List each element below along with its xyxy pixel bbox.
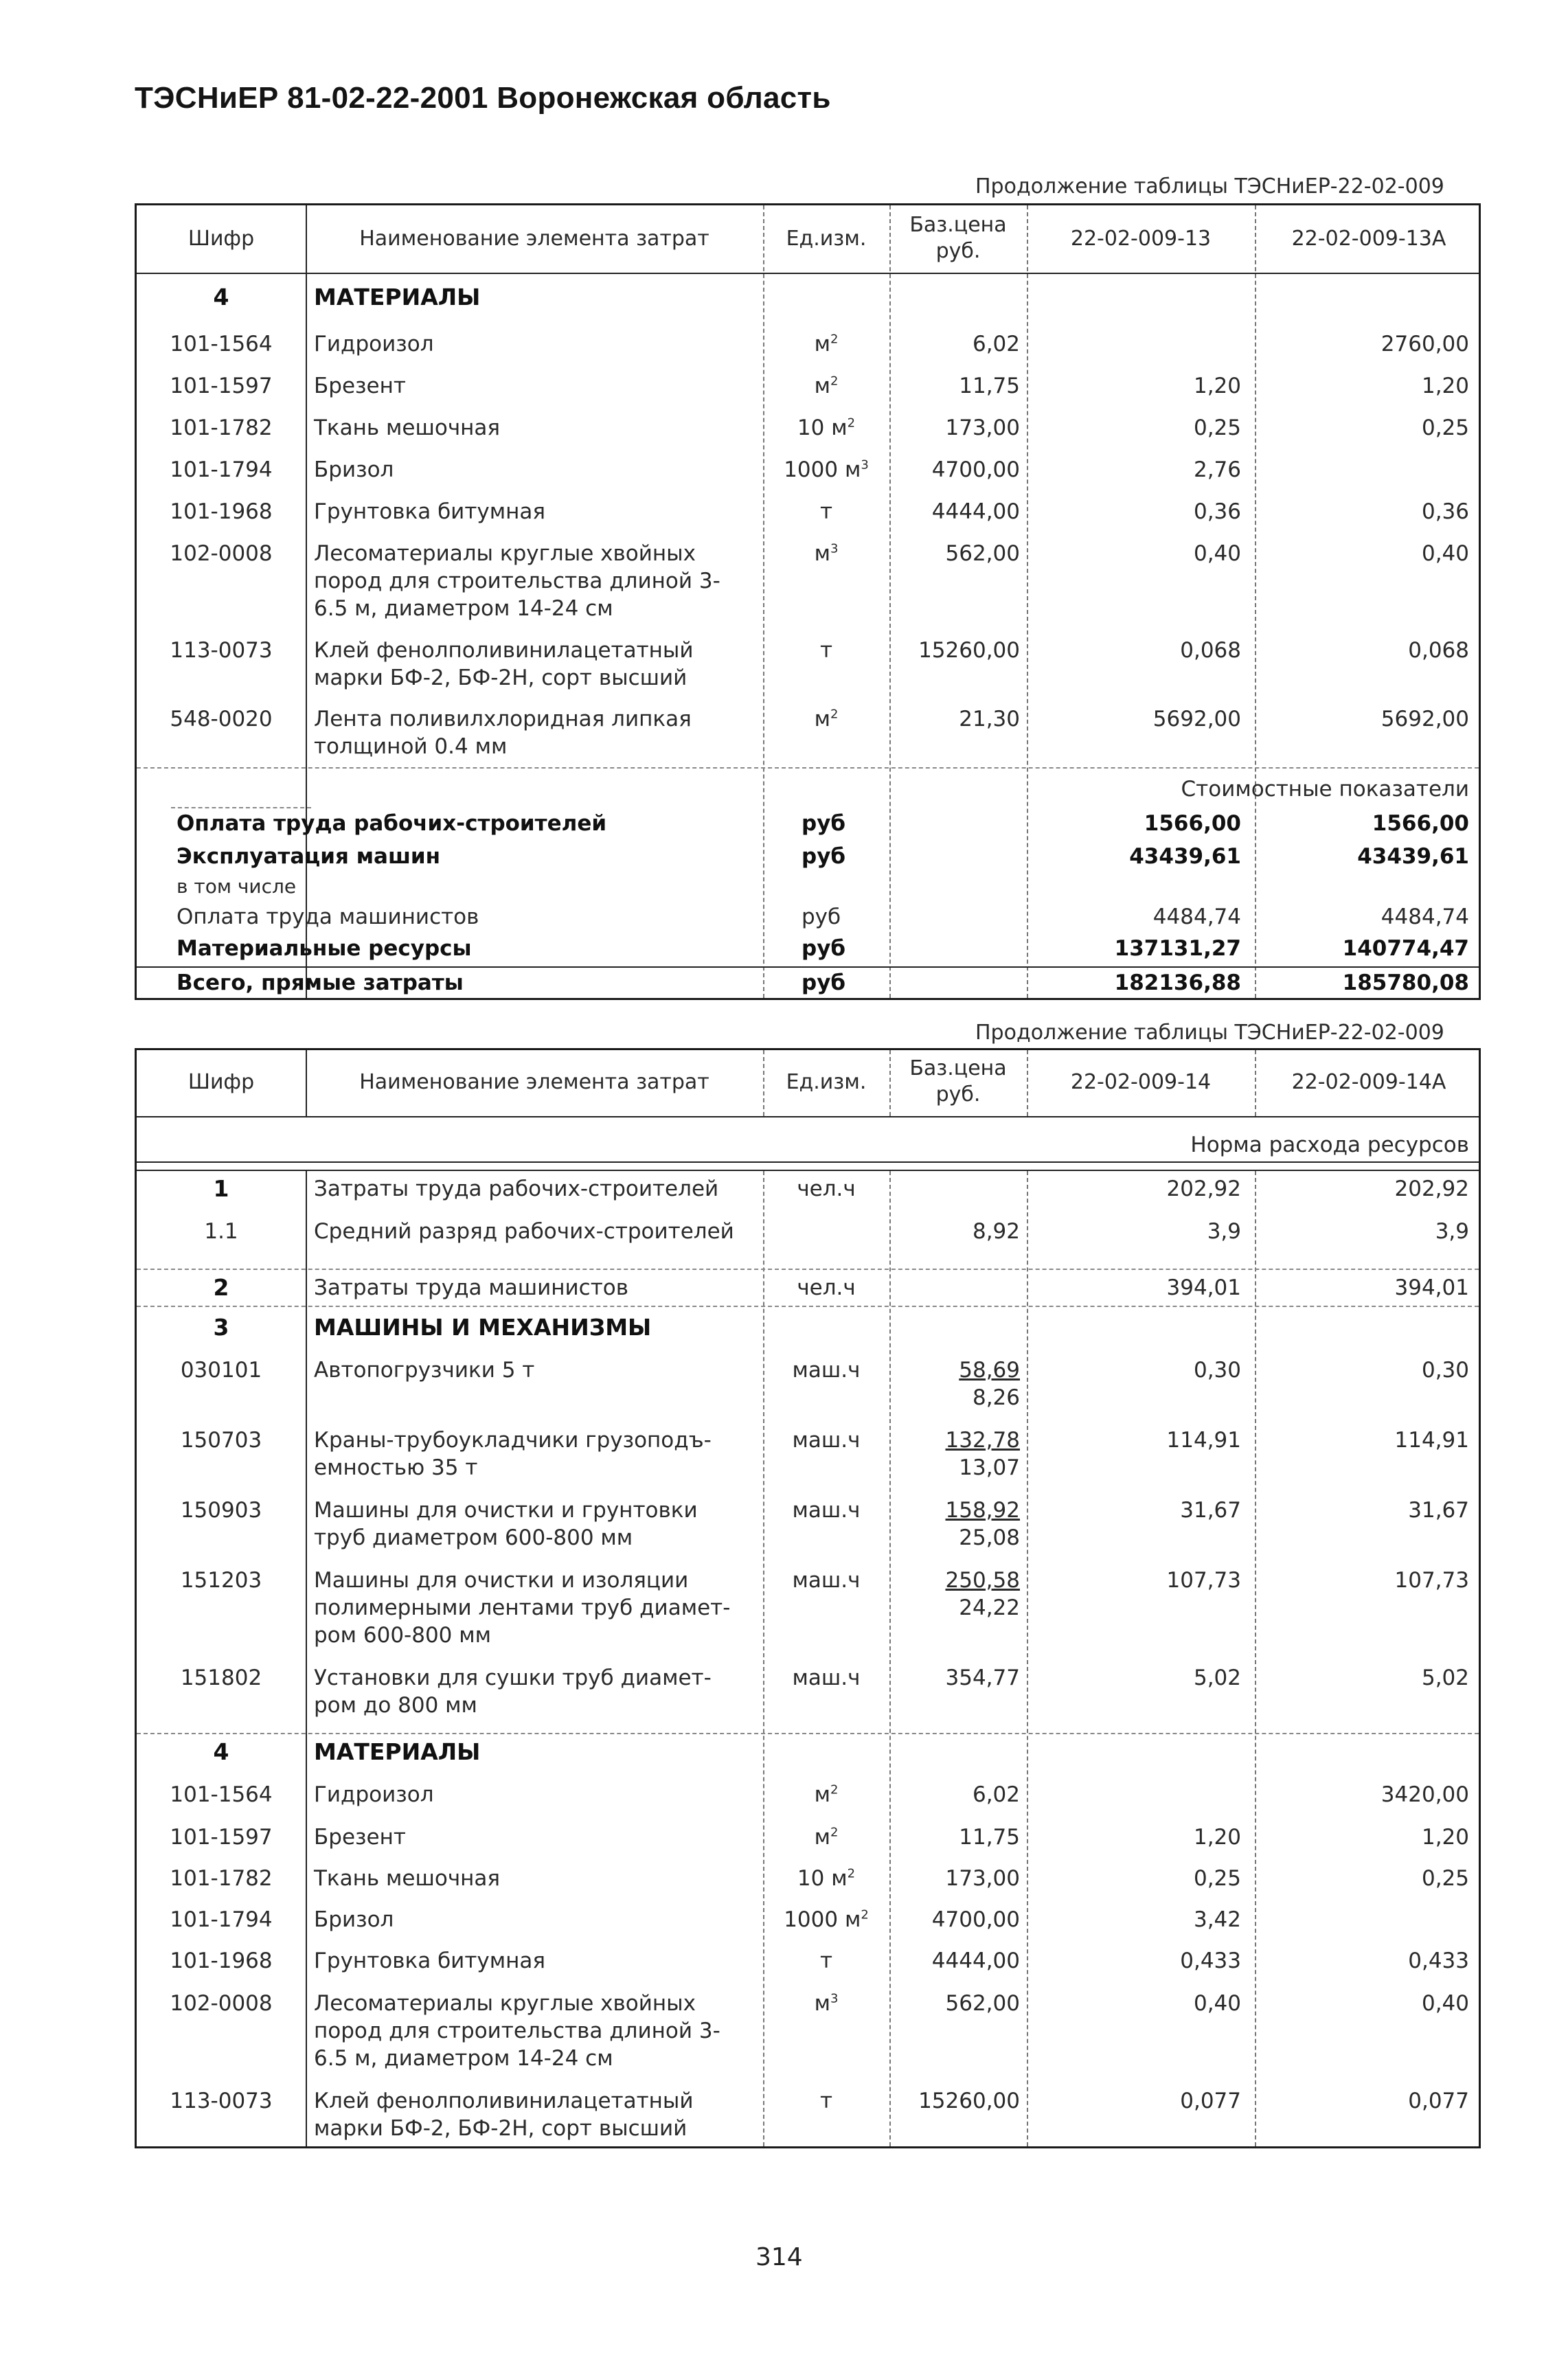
header-unit: Ед.изм.	[786, 227, 867, 251]
machine-price-wages: 24,22	[959, 1596, 1020, 1620]
labor-value-b: 394,01	[1394, 1275, 1469, 1300]
machine-price-wages: 8,26	[972, 1385, 1020, 1410]
divider	[763, 205, 764, 998]
row-unit: $м^3$	[814, 541, 839, 566]
row-code: 101-1968	[170, 1949, 273, 1973]
table2	[135, 1048, 1481, 2148]
header-name: Наименование элемента затрат	[359, 227, 709, 251]
row-name: Бризол	[314, 1907, 394, 1932]
row-name: Бризол	[314, 457, 394, 482]
divider	[137, 966, 1479, 968]
divider	[889, 205, 891, 998]
header-unit: Ед.изм.	[786, 1070, 867, 1094]
labor-value-a: 3,9	[1207, 1219, 1241, 1244]
header-col-a: 22-02-009-14	[1070, 1070, 1212, 1094]
cost-row-value-a: 1566,00	[1144, 811, 1241, 836]
machine-unit: маш.ч	[792, 1568, 861, 1593]
row-value-a: 0,433	[1180, 1949, 1241, 1973]
machine-price: 132,78	[945, 1428, 1020, 1453]
cost-row-unit: руб	[802, 811, 846, 836]
row-code: 101-1597	[170, 374, 273, 398]
divider	[306, 1171, 307, 2146]
row-price: 4700,00	[931, 457, 1020, 482]
machine-name: Краны-трубоукладчики грузоподъ- емностью 35 т	[314, 1428, 712, 1480]
labor-code: 1.1	[204, 1219, 238, 1244]
cost-row-value-a: 43439,61	[1129, 844, 1241, 869]
row-unit: 1000 $м^3$	[784, 457, 869, 482]
cost-row-unit: руб	[802, 936, 846, 961]
row-unit: $м^2$	[814, 1782, 839, 1807]
machine-value-b: 5,02	[1421, 1666, 1469, 1690]
table1	[135, 203, 1481, 1000]
row-code: 113-0073	[170, 638, 273, 663]
machine-name: Автопогрузчики 5 т	[314, 1358, 535, 1383]
row-code: 101-1564	[170, 332, 273, 356]
row-value-b: 5692,00	[1380, 707, 1469, 731]
header-col-b: 22-02-009-13А	[1291, 227, 1446, 251]
row-code: 101-1597	[170, 1825, 273, 1850]
cost-row-value-a: 137131,27	[1114, 936, 1241, 961]
row-unit: т	[819, 638, 833, 663]
machine-name: Машины для очистки и изоляции полимерными лентами труб диамет- ром 600-800 мм	[314, 1568, 731, 1648]
row-unit: $м^2$	[814, 332, 839, 356]
cost-row-value-b: 185780,08	[1342, 970, 1469, 995]
row-unit: 1000 $м^2$	[784, 1907, 869, 1932]
row-value-a: 0,40	[1193, 541, 1241, 566]
section-number: 3	[213, 1314, 229, 1341]
table1-continuation-label: Продолжение таблицы ТЭСНиЕР-22-02-009	[975, 174, 1444, 198]
cost-row-value-a: 182136,88	[1114, 970, 1241, 995]
row-price: 173,00	[945, 416, 1020, 440]
cost-row-unit: руб	[802, 844, 846, 869]
row-price: 21,30	[959, 707, 1020, 731]
cost-row-value-a: 4484,74	[1152, 905, 1241, 929]
row-value-b: 0,25	[1421, 1866, 1469, 1891]
labor-value-a: 394,01	[1166, 1275, 1241, 1300]
row-unit: $м^3$	[814, 1991, 839, 2016]
header-code: Шифр	[188, 1070, 255, 1094]
row-unit: 10 $м^2$	[797, 1866, 856, 1891]
row-name: Ткань мешочная	[314, 416, 501, 440]
header-price: Баз.цена руб.	[909, 213, 1007, 263]
row-price: 6,02	[972, 332, 1020, 356]
row-unit: т	[819, 499, 833, 524]
section-number: 4	[213, 1738, 229, 1765]
machine-value-a: 0,30	[1193, 1358, 1241, 1383]
divider	[137, 767, 1479, 769]
row-price: 4444,00	[931, 499, 1020, 524]
header-rule	[137, 1116, 1479, 1117]
divider	[171, 807, 311, 808]
row-name: Гидроизол	[314, 332, 434, 356]
row-value-b: 0,433	[1408, 1949, 1469, 1973]
cost-row-name: Оплата труда рабочих-строителей	[177, 811, 607, 836]
row-price: 173,00	[945, 1866, 1020, 1891]
divider	[1255, 205, 1256, 998]
machine-name: Машины для очистки и грунтовки труб диаметром 600-800 мм	[314, 1498, 698, 1550]
cost-row-name: в том числе	[177, 875, 297, 898]
cost-row-value-b: 1566,00	[1372, 811, 1469, 836]
section-title: МАТЕРИАЛЫ	[314, 284, 481, 310]
divider	[137, 1170, 1479, 1171]
machine-value-a: 31,67	[1180, 1498, 1241, 1523]
section-title: МАШИНЫ И МЕХАНИЗМЫ	[314, 1314, 652, 1341]
row-name: Брезент	[314, 1825, 406, 1850]
row-name: Лента поливилхлоридная липкая толщиной 0.4 мм	[314, 707, 692, 759]
row-price: 15260,00	[918, 2089, 1020, 2113]
row-code: 102-0008	[170, 541, 273, 566]
machine-value-a: 114,91	[1166, 1428, 1241, 1453]
cost-row-name: Эксплуатация машин	[177, 844, 441, 869]
machine-code: 151203	[180, 1568, 262, 1593]
row-name: Грунтовка битумная	[314, 1949, 546, 1973]
cost-row-value-b: 140774,47	[1342, 936, 1469, 961]
labor-name: Средний разряд рабочих-строителей	[314, 1219, 734, 1244]
machine-code: 150703	[180, 1428, 262, 1453]
row-value-a: 0,40	[1193, 1991, 1241, 2016]
row-price: 15260,00	[918, 638, 1020, 663]
row-value-b: 0,36	[1421, 499, 1469, 524]
row-price: 4444,00	[931, 1949, 1020, 1973]
row-value-b: 1,20	[1421, 1825, 1469, 1850]
divider	[306, 205, 307, 998]
machine-price: 250,58	[945, 1568, 1020, 1593]
row-value-b: 0,40	[1421, 541, 1469, 566]
row-value-a: 1,20	[1193, 374, 1241, 398]
row-unit: т	[819, 2089, 833, 2113]
row-code: 101-1782	[170, 1866, 273, 1891]
row-value-a: 0,068	[1180, 638, 1241, 663]
row-unit: $м^2$	[814, 1825, 839, 1850]
machine-price-wages: 13,07	[959, 1455, 1020, 1480]
row-name: Лесоматериалы круглые хвойных пород для строительства длиной 3- 6.5 м, диаметром 14-24 см	[314, 541, 720, 621]
cost-row-value-b: 43439,61	[1357, 844, 1469, 869]
machine-code: 151802	[180, 1666, 262, 1690]
row-value-b: 3420,00	[1380, 1782, 1469, 1807]
row-name: Брезент	[314, 374, 406, 398]
machine-unit: маш.ч	[792, 1666, 861, 1690]
header-col-a: 22-02-009-13	[1070, 227, 1212, 251]
row-code: 101-1794	[170, 1907, 273, 1932]
row-value-a: 0,077	[1180, 2089, 1241, 2113]
row-name: Клей фенолполивинилацетатный марки БФ-2, БФ-2Н, сорт высший	[314, 638, 694, 690]
row-code: 101-1794	[170, 457, 273, 482]
machine-unit: маш.ч	[792, 1498, 861, 1523]
row-value-b: 1,20	[1421, 374, 1469, 398]
cost-section-header: Стоимостные показатели	[1181, 777, 1469, 802]
header-name: Наименование элемента затрат	[359, 1070, 709, 1094]
labor-name: Затраты труда рабочих-строителей	[314, 1177, 719, 1201]
page-number: 314	[755, 2243, 803, 2271]
row-name: Грунтовка битумная	[314, 499, 546, 524]
machine-value-a: 107,73	[1166, 1568, 1241, 1593]
machine-price: 158,92	[945, 1498, 1020, 1523]
row-price: 11,75	[959, 374, 1020, 398]
row-code: 101-1968	[170, 499, 273, 524]
labor-value-b: 3,9	[1435, 1219, 1469, 1244]
row-value-a: 0,25	[1193, 416, 1241, 440]
machine-unit: маш.ч	[792, 1358, 861, 1383]
row-code: 113-0073	[170, 2089, 273, 2113]
table2-continuation-label: Продолжение таблицы ТЭСНиЕР-22-02-009	[975, 1021, 1444, 1045]
divider	[1027, 205, 1028, 998]
row-code: 101-1782	[170, 416, 273, 440]
header-col-b: 22-02-009-14А	[1291, 1070, 1446, 1094]
cost-row-name: Материальные ресурсы	[177, 936, 472, 961]
row-code: 101-1564	[170, 1782, 273, 1807]
section-number: 4	[213, 284, 229, 310]
machine-code: 030101	[180, 1358, 262, 1383]
row-value-a: 1,20	[1193, 1825, 1241, 1850]
labor-unit: чел.ч	[797, 1177, 856, 1201]
labor-code: 1	[213, 1175, 229, 1202]
labor-unit: чел.ч	[797, 1275, 856, 1300]
labor-price: 8,92	[972, 1219, 1020, 1244]
row-value-a: 3,42	[1193, 1907, 1241, 1932]
row-value-b: 0,40	[1421, 1991, 1469, 2016]
row-value-a: 0,25	[1193, 1866, 1241, 1891]
machine-value-b: 0,30	[1421, 1358, 1469, 1383]
row-price: 4700,00	[931, 1907, 1020, 1932]
row-name: Лесоматериалы круглые хвойных пород для строительства длиной 3- 6.5 м, диаметром 14-24 см	[314, 1991, 720, 2071]
row-value-b: 2760,00	[1380, 332, 1469, 356]
row-name: Гидроизол	[314, 1782, 434, 1807]
divider	[137, 1306, 1479, 1307]
cost-row-unit: руб	[802, 905, 841, 929]
divider	[137, 1733, 1479, 1734]
row-unit: $м^2$	[814, 707, 839, 731]
labor-code: 2	[213, 1274, 229, 1301]
row-value-b: 0,068	[1408, 638, 1469, 663]
row-price: 6,02	[972, 1782, 1020, 1807]
cost-row-value-b: 4484,74	[1380, 905, 1469, 929]
document-title: ТЭСНиЕР 81-02-22-2001 Воронежская область	[135, 81, 831, 115]
machine-price: 354,77	[945, 1666, 1020, 1690]
row-code: 102-0008	[170, 1991, 273, 2016]
row-name: Клей фенолполивинилацетатный марки БФ-2, БФ-2Н, сорт высший	[314, 2089, 694, 2141]
machine-price: 58,69	[959, 1358, 1020, 1383]
cost-row-name: Оплата труда машинистов	[177, 905, 479, 929]
row-unit: 10 $м^2$	[797, 416, 856, 440]
machine-code: 150903	[180, 1498, 262, 1523]
header-rule	[137, 273, 1479, 274]
row-price: 562,00	[945, 1991, 1020, 2016]
row-code: 548-0020	[170, 707, 273, 731]
machine-value-b: 114,91	[1394, 1428, 1469, 1453]
row-value-a: 0,36	[1193, 499, 1241, 524]
machine-value-a: 5,02	[1193, 1666, 1241, 1690]
machine-price-wages: 25,08	[959, 1525, 1020, 1550]
section-title: МАТЕРИАЛЫ	[314, 1738, 481, 1765]
machine-value-b: 107,73	[1394, 1568, 1469, 1593]
header-code: Шифр	[188, 227, 255, 251]
row-price: 11,75	[959, 1825, 1020, 1850]
header-price: Баз.цена руб.	[909, 1056, 1007, 1106]
norm-section-header: Норма расхода ресурсов	[1190, 1133, 1469, 1157]
divider	[137, 1161, 1479, 1163]
cost-row-unit: руб	[802, 970, 846, 995]
machine-unit: маш.ч	[792, 1428, 861, 1453]
row-name: Ткань мешочная	[314, 1866, 501, 1891]
divider	[137, 1269, 1479, 1270]
row-unit: т	[819, 1949, 833, 1973]
labor-name: Затраты труда машинистов	[314, 1275, 629, 1300]
row-value-a: 2,76	[1193, 457, 1241, 482]
labor-value-b: 202,92	[1394, 1177, 1469, 1201]
row-value-a: 5692,00	[1152, 707, 1241, 731]
row-value-b: 0,25	[1421, 416, 1469, 440]
row-price: 562,00	[945, 541, 1020, 566]
row-value-b: 0,077	[1408, 2089, 1469, 2113]
labor-value-a: 202,92	[1166, 1177, 1241, 1201]
cost-row-name: Всего, прямые затраты	[177, 970, 464, 995]
machine-value-b: 31,67	[1408, 1498, 1469, 1523]
row-unit: $м^2$	[814, 374, 839, 398]
machine-name: Установки для сушки труб диамет- ром до 800 мм	[314, 1666, 712, 1718]
